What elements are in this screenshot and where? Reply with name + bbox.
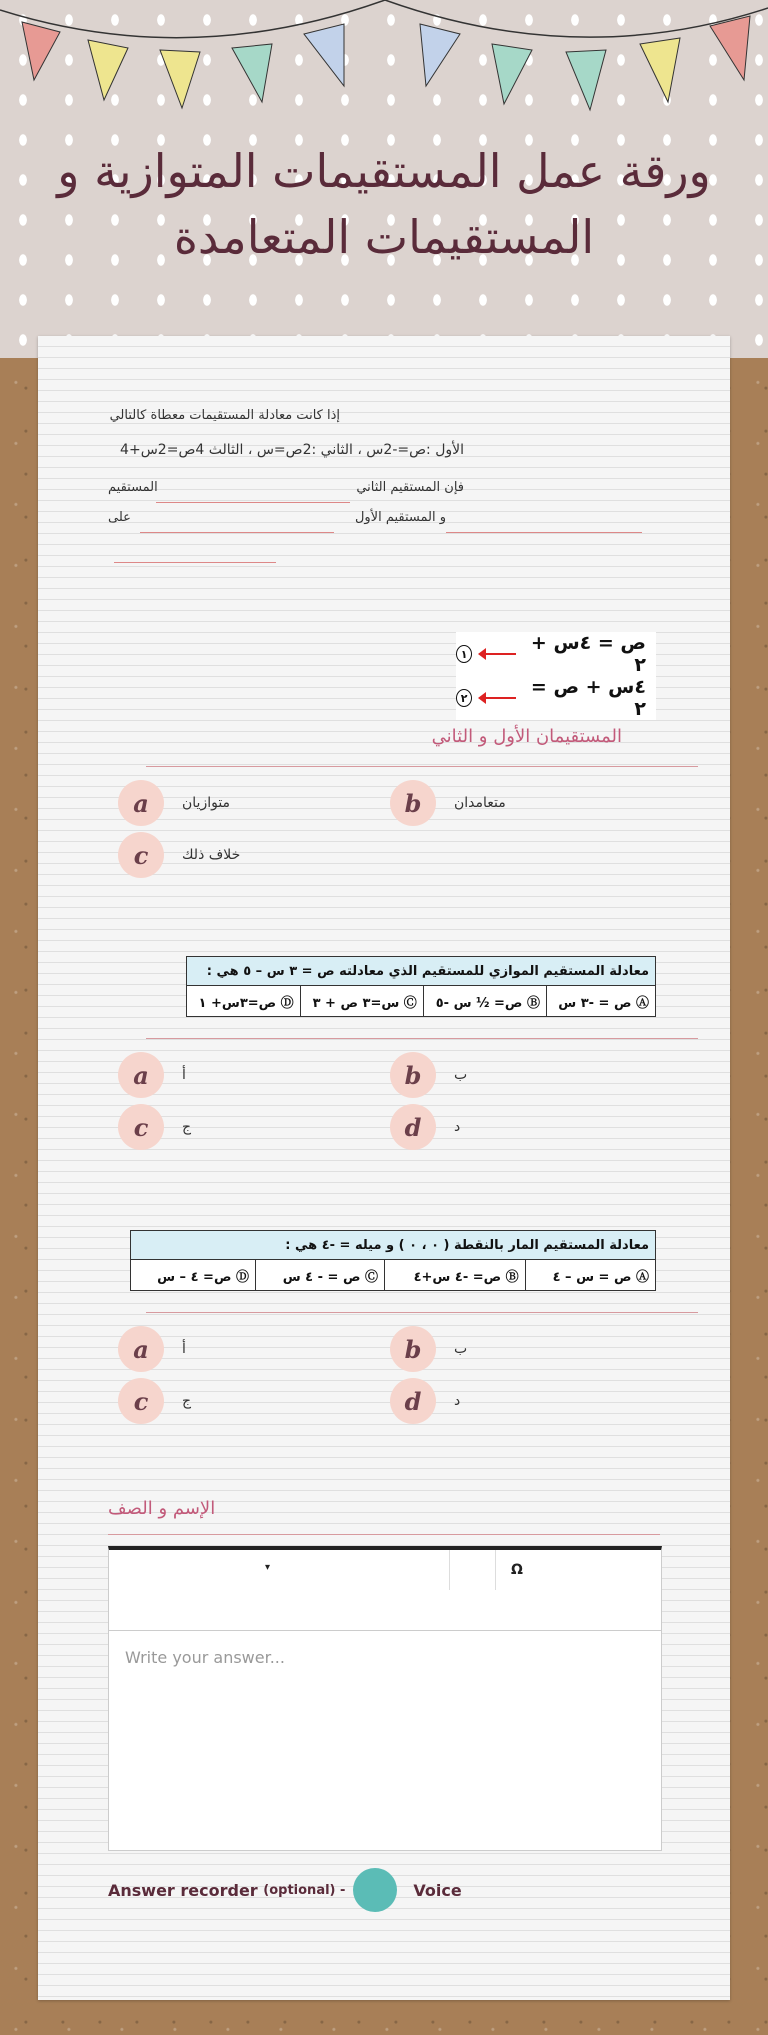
option-label: أ: [182, 1067, 186, 1083]
toolbar-divider: [449, 1550, 450, 1590]
toolbar-divider: [495, 1550, 496, 1590]
option-label: متوازيان: [182, 795, 231, 811]
dropdown-caret-icon[interactable]: ▾: [265, 1562, 271, 1573]
recorder-label: Answer recorder: [108, 1880, 258, 1900]
option-d[interactable]: [390, 1378, 460, 1424]
option-a[interactable]: [118, 1326, 186, 1372]
answer-recorder: [108, 1868, 462, 1912]
option-letter-badge: c: [118, 1104, 164, 1150]
equation-2: ٤س + ص = ٢: [530, 676, 646, 720]
blank-input-3[interactable]: [140, 532, 334, 533]
q1-line4: و المستقيم الأول: [354, 510, 446, 525]
blank-input-1[interactable]: [156, 502, 350, 503]
q1-line3: فإن المستقيم الثاني: [356, 480, 464, 495]
divider: [146, 1312, 698, 1313]
option-label: ب: [454, 1067, 468, 1083]
option-a[interactable]: [118, 780, 230, 826]
table-cell: Ⓓ ص= ٤ – س: [131, 1260, 256, 1291]
q1-line4b: على: [108, 510, 131, 525]
table-cell: Ⓑ ص= -٤ س+٤: [385, 1260, 526, 1291]
question-4-table: [130, 1230, 656, 1291]
table-cell: Ⓐ ص = -٣ س: [546, 986, 655, 1017]
q1-line2: الأول :ص=-2س ، الثاني :2ص=س ، الثالث 4ص=2س+4: [120, 442, 464, 458]
option-c[interactable]: [118, 1104, 191, 1150]
equations-image: [456, 632, 656, 720]
option-b[interactable]: [390, 1052, 467, 1098]
editor-toolbar: [109, 1550, 661, 1631]
option-c[interactable]: [118, 1378, 191, 1424]
option-a[interactable]: [118, 1052, 186, 1098]
table-header: معادلة المستقيم الموازي للمستقيم الذي معادلته ص = ٣ س – ٥ هي :: [187, 957, 656, 986]
option-letter-badge: a: [118, 1052, 164, 1098]
option-label: أ: [182, 1341, 186, 1357]
option-label: ب: [454, 1341, 468, 1357]
name-class-label: الإسم و الصف: [108, 1498, 216, 1519]
option-label: د: [454, 1393, 461, 1409]
option-letter-badge: b: [390, 1326, 436, 1372]
option-letter-badge: d: [390, 1378, 436, 1424]
table-header: معادلة المستقيم المار بالنقطة ( ٠ ، ٠ ) و ميله = -٤ هي :: [131, 1231, 656, 1260]
q1-line1: إذا كانت معادلة المستقيمات معطاة كالتالي: [109, 408, 340, 423]
page-title: ورقة عمل المستقيمات المتوازية و المستقيمات المتعامدة: [57, 144, 711, 264]
equation-2-number: ٢: [456, 689, 472, 707]
option-label: خلاف ذلك: [182, 847, 241, 863]
option-c[interactable]: [118, 832, 240, 878]
equation-1-number: ١: [456, 645, 472, 663]
q1-line3b: المستقيم: [108, 480, 158, 495]
divider: [146, 1038, 698, 1039]
option-d[interactable]: [390, 1104, 460, 1150]
option-letter-badge: a: [118, 780, 164, 826]
option-label: ج: [182, 1119, 192, 1135]
special-characters-button[interactable]: Ω: [511, 1562, 523, 1578]
table-cell: Ⓐ ص = س – ٤: [525, 1260, 655, 1291]
answer-placeholder[interactable]: Write your answer...: [125, 1648, 285, 1667]
table-cell: Ⓓ ص=٣س+ ١: [187, 986, 301, 1017]
divider: [146, 766, 698, 767]
option-b[interactable]: [390, 780, 506, 826]
arrow-icon: [484, 653, 516, 655]
blank-input-4[interactable]: [114, 562, 276, 563]
option-letter-badge: c: [118, 1378, 164, 1424]
equation-1: ص = ٤س + ٢: [530, 632, 646, 676]
bunting-decoration: [0, 0, 768, 130]
option-b[interactable]: [390, 1326, 467, 1372]
divider: [108, 1534, 660, 1535]
answer-editor[interactable]: [108, 1546, 662, 1851]
option-letter-badge: d: [390, 1104, 436, 1150]
recorder-optional: (optional) -: [263, 1882, 346, 1898]
option-label: ج: [182, 1393, 192, 1409]
option-letter-badge: c: [118, 832, 164, 878]
voice-label: Voice: [413, 1880, 462, 1900]
table-cell: Ⓒ ص = - ٤ س: [255, 1260, 384, 1291]
option-label: د: [454, 1119, 461, 1135]
table-cell: Ⓑ ص= ½ س -٥: [423, 986, 546, 1017]
option-letter-badge: a: [118, 1326, 164, 1372]
question-2-title: المستقيمان الأول و الثاني: [431, 726, 622, 747]
header-banner: [0, 0, 768, 358]
question-3-table: [186, 956, 656, 1017]
option-letter-badge: b: [390, 780, 436, 826]
record-voice-button[interactable]: [353, 1868, 397, 1912]
arrow-icon: [484, 697, 516, 699]
blank-input-2[interactable]: [446, 532, 642, 533]
table-cell: Ⓒ س=٣ ص + ٣: [300, 986, 423, 1017]
option-letter-badge: b: [390, 1052, 436, 1098]
option-label: متعامدان: [454, 795, 506, 811]
